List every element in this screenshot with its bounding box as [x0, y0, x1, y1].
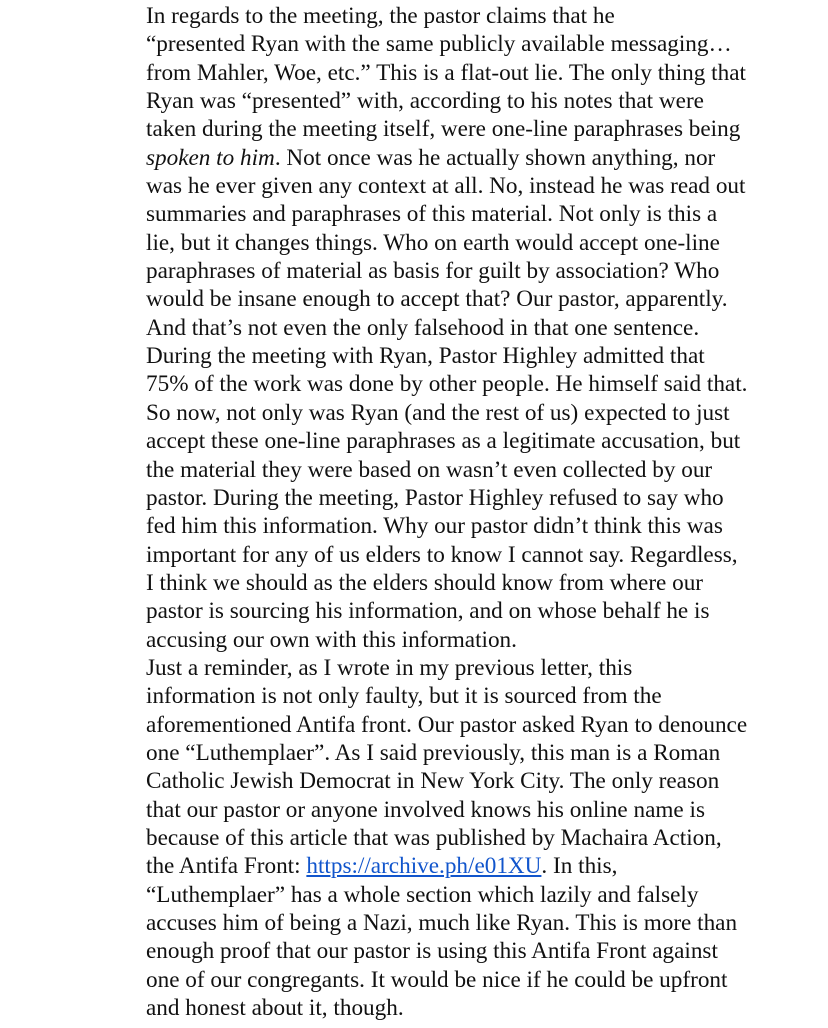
text-line: information is not only faulty, but it is sourced from the — [146, 683, 662, 710]
text-line: accuses him of being a Nazi, much like Ryan. This is more than — [146, 910, 738, 936]
text-line: “presented Ryan with the same publicly available messaging… — [146, 31, 732, 58]
text-line: pastor. During the meeting, Pastor Highley refused to say who — [146, 484, 724, 511]
text-line: “Luthemplaer” has a whole section which lazily and falsely — [146, 881, 699, 908]
paragraph-1 — [98, 2, 746, 314]
text-fragment: . In this, — [541, 853, 618, 880]
text-fragment: . Not once was he actually shown anything, nor — [274, 144, 716, 171]
text-line: So now, not only was Ryan (and the rest of us) expected to just — [146, 399, 730, 426]
text-line: And that’s not even the only falsehood in that one sentence. — [146, 314, 700, 341]
text-line: lie, but it changes things. Who on earth would accept one-line — [146, 229, 720, 256]
text-line: the material they were based on wasn’t even collected by our — [146, 456, 713, 483]
text-line — [98, 144, 738, 172]
document-body — [98, 2, 748, 1022]
text-line: paraphrases of material as basis for guilt by association? Who — [146, 258, 720, 285]
text-line: because of this article that was published by Machaira Action, — [146, 824, 722, 851]
text-line: accusing our own with this information. — [146, 626, 517, 653]
text-fragment: the Antifa Front: — [146, 853, 307, 880]
text-line: Catholic Jewish Democrat in New York City. The only reason — [146, 768, 720, 795]
text-line: from Mahler, Woe, etc.” This is a flat-out lie. The only thing that — [146, 59, 746, 86]
text-line: one “Luthemplaer”. As I said previously, this man is a Roman — [146, 739, 721, 766]
text-line: summaries and paraphrases of this material. Not only is this a — [146, 201, 718, 228]
paragraph-2 — [98, 314, 748, 654]
text-line: fed him this information. Why our pastor didn’t think this was — [146, 513, 723, 540]
text-line: accept these one-line paraphrases as a legitimate accusation, but — [146, 428, 741, 455]
text-line: I think we should as the elders should know from where our — [146, 569, 704, 596]
text-line: taken during the meeting itself, were one-line paraphrases being — [146, 116, 741, 143]
text-line: and honest about it, though. — [146, 995, 404, 1022]
paragraph-3 — [98, 654, 748, 1022]
text-line: would be insane enough to accept that? Our pastor, apparently. — [146, 286, 728, 313]
text-line: In regards to the meeting, the pastor claims that he — [146, 3, 615, 29]
text-line — [98, 852, 738, 880]
text-line: Just a reminder, as I wrote in my previous letter, this — [146, 654, 633, 681]
archive-link[interactable]: https://archive.ph/e01XU — [306, 853, 542, 880]
text-line: that our pastor or anyone involved knows his online name is — [146, 796, 705, 823]
text-line: Ryan was “presented” with, according to his notes that were — [146, 88, 704, 115]
text-line: pastor is sourcing his information, and on whose behalf he is — [146, 598, 710, 625]
text-line: one of our congregants. It would be nice if he could be upfront — [146, 966, 728, 993]
text-line: important for any of us elders to know I cannot say. Regardless, — [146, 541, 738, 568]
text-line: enough proof that our pastor is using this Antifa Front against — [146, 938, 718, 965]
italic-phrase: spoken to him — [146, 144, 275, 171]
text-line: During the meeting with Ryan, Pastor Highley admitted that — [146, 343, 705, 370]
text-line: was he ever given any context at all. No, instead he was read out — [146, 173, 746, 200]
text-line: 75% of the work was done by other people. He himself said that. — [146, 371, 748, 398]
text-line: aforementioned Antifa front. Our pastor asked Ryan to denounce — [146, 711, 748, 738]
